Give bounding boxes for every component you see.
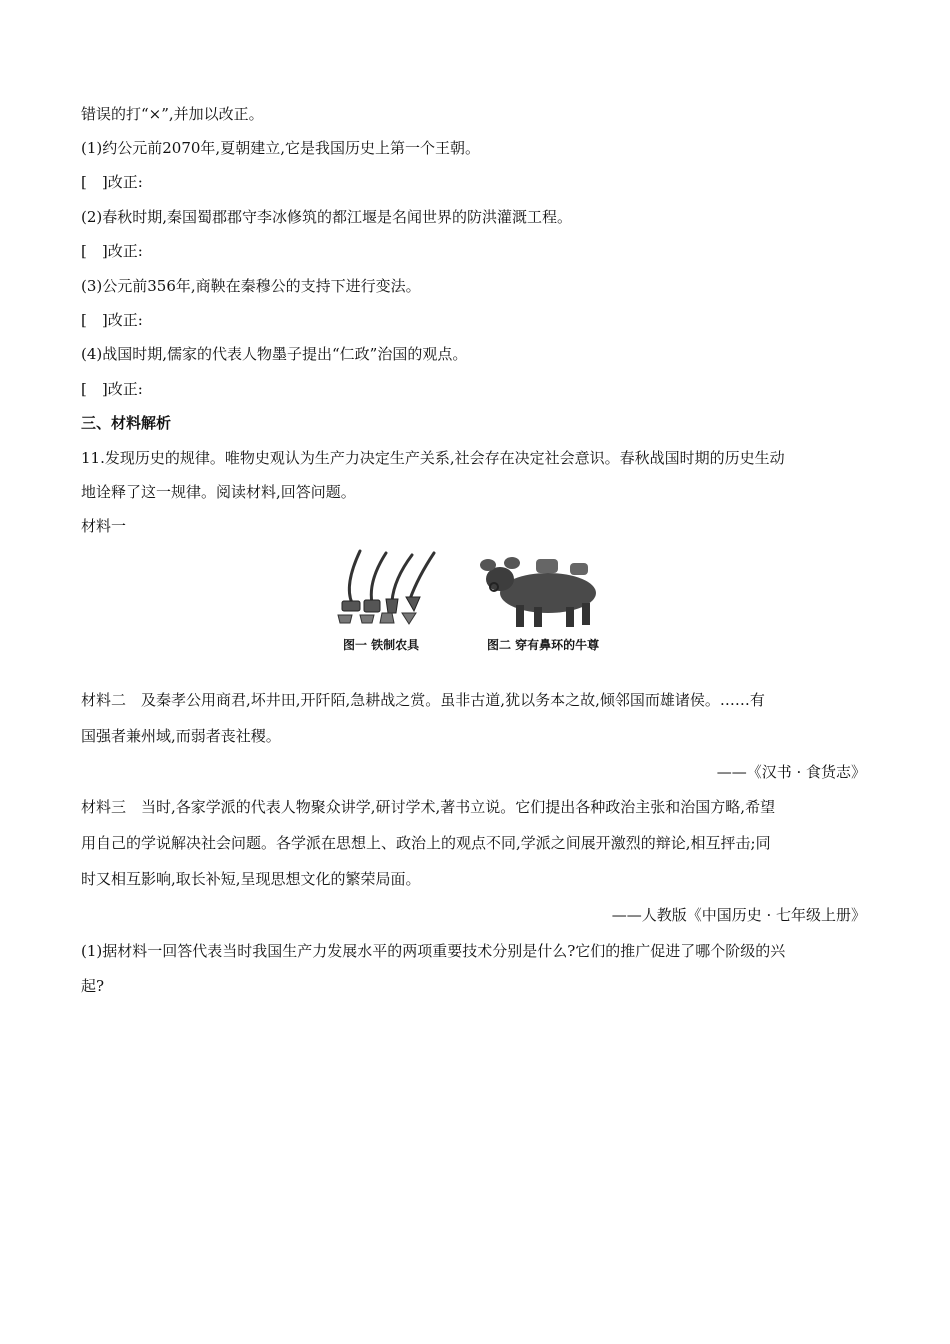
iron-tools-image <box>330 545 440 625</box>
material-3-text: 材料三 当时,各家学派的代表人物聚众讲学,研讨学术,著书立说。它们提出各种政治主张和治国方略,希望 <box>81 798 776 816</box>
material-3-text: 时又相互影响,取长补短,呈现思想文化的繁荣局面。 <box>81 870 421 888</box>
question-2: (2)春秋时期,秦国蜀郡郡守李冰修筑的都江堰是名闻世界的防洪灌溉工程。 <box>81 208 573 226</box>
material-2-source: ——《汉书 · 食货志》 <box>716 763 866 781</box>
question-4: (4)战国时期,儒家的代表人物墨子提出“仁政”治国的观点。 <box>81 345 468 363</box>
material-2-text: 材料二 及秦孝公用商君,坏井田,开阡陌,急耕战之赏。虽非古道,犹以务本之故,倾邻国而雄诸侯。……有 <box>81 691 765 709</box>
question-1: (1)约公元前2070年,夏朝建立,它是我国历史上第一个王朝。 <box>81 139 480 157</box>
figure-2-caption: 图二 穿有鼻环的牛尊 <box>487 638 600 652</box>
material-3-text: 用自己的学说解决社会问题。各学派在思想上、政治上的观点不同,学派之间展开激烈的辩论,相互抨击;同 <box>81 834 771 852</box>
answer-blank-4: [ ]改正: <box>81 380 143 398</box>
material-1-label: 材料一 <box>81 517 127 535</box>
material-3-source: ——人教版《中国历史 · 七年级上册》 <box>611 906 866 924</box>
q11-line: 11.发现历史的规律。唯物史观认为生产力决定生产关系,社会存在决定社会意识。春秋战国时期的历史生动 <box>81 449 785 467</box>
figure-1-caption: 图一 铁制农具 <box>343 638 420 652</box>
question-3: (3)公元前356年,商鞅在秦穆公的支持下进行变法。 <box>81 277 421 295</box>
answer-blank-1: [ ]改正: <box>81 173 143 191</box>
material-2-text: 国强者兼州域,而弱者丧社稷。 <box>81 727 281 745</box>
ox-zun-image <box>478 545 608 630</box>
text-line: 错误的打“×”,并加以改正。 <box>81 105 264 123</box>
sub-question-1: 起? <box>81 977 105 995</box>
sub-question-1: (1)据材料一回答代表当时我国生产力发展水平的两项重要技术分别是什么?它们的推广促进了哪个阶级的兴 <box>81 942 786 960</box>
section-title: 三、材料解析 <box>81 414 172 432</box>
q11-line: 地诠释了这一规律。阅读材料,回答问题。 <box>81 483 356 501</box>
answer-blank-3: [ ]改正: <box>81 311 143 329</box>
answer-blank-2: [ ]改正: <box>81 242 143 260</box>
